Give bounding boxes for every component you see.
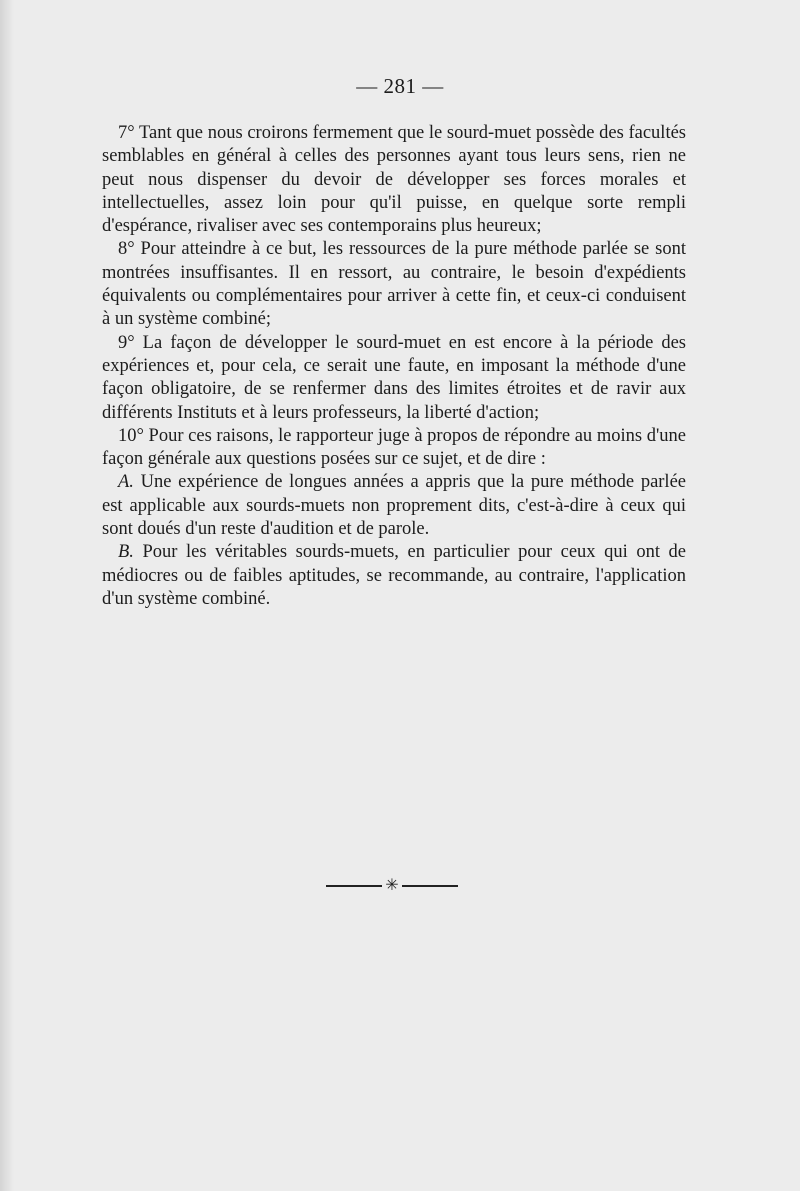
body-text	[102, 122, 686, 611]
paragraph-a-text: Une expérience de longues années a appris que la pure méthode parlée est applicable aux sourds-muets non proprement dits, c'est-à-dire à ceux qui sont doués d'un reste d'audition et de parole.	[102, 472, 686, 540]
paragraph-b-label: B.	[118, 542, 134, 563]
paragraph-8: 8° Pour atteindre à ce but, les ressources de la pure méthode parlée se sont montrées insuffisantes. Il en ressort, au contraire, le besoin d'expédients équivalents ou complémentaires pour arriver à cette fin, et ceux-ci conduisent à un système combiné;	[102, 239, 686, 330]
paragraph-a	[102, 471, 686, 541]
paragraph-b	[102, 541, 686, 611]
paragraph-10: 10° Pour ces raisons, le rapporteur juge à propos de répondre au moins d'une façon générale aux questions posées sur ce sujet, et de dire :	[102, 425, 686, 470]
paragraph-a-label: A.	[118, 472, 134, 493]
ornament-rule-left	[326, 885, 382, 887]
section-end-ornament	[326, 876, 458, 896]
asterisk-icon: ✳	[385, 877, 399, 894]
page-number: — 281 —	[356, 74, 444, 98]
page-gutter-shadow	[0, 0, 14, 1191]
paragraph-b-text: Pour les véritables sourds-muets, en particulier pour ceux qui ont de médiocres ou de faibles aptitudes, se recommande, au contraire, l'application d'un système combiné.	[102, 542, 686, 609]
paragraph-9: 9° La façon de développer le sourd-muet en est encore à la période des expériences et, pour cela, ce serait une faute, en imposant la méthode d'une façon obligatoire, de se renfermer dans des limites étroites et de ravir aux différents Instituts et à leurs professeurs, la liberté d'action;	[102, 332, 686, 423]
ornament-rule-right	[402, 885, 458, 887]
paragraph-7: 7° Tant que nous croirons fermement que le sourd-muet possède des facultés semblables en général à celles des personnes ayant tous leurs sens, rien ne peut nous dispenser du devoir de développer ses forces morales et intellectuelles, assez loin pour qu'il puisse, en quelque sorte rempli d'espérance, rivaliser avec ses contemporains plus heureux;	[102, 123, 686, 237]
